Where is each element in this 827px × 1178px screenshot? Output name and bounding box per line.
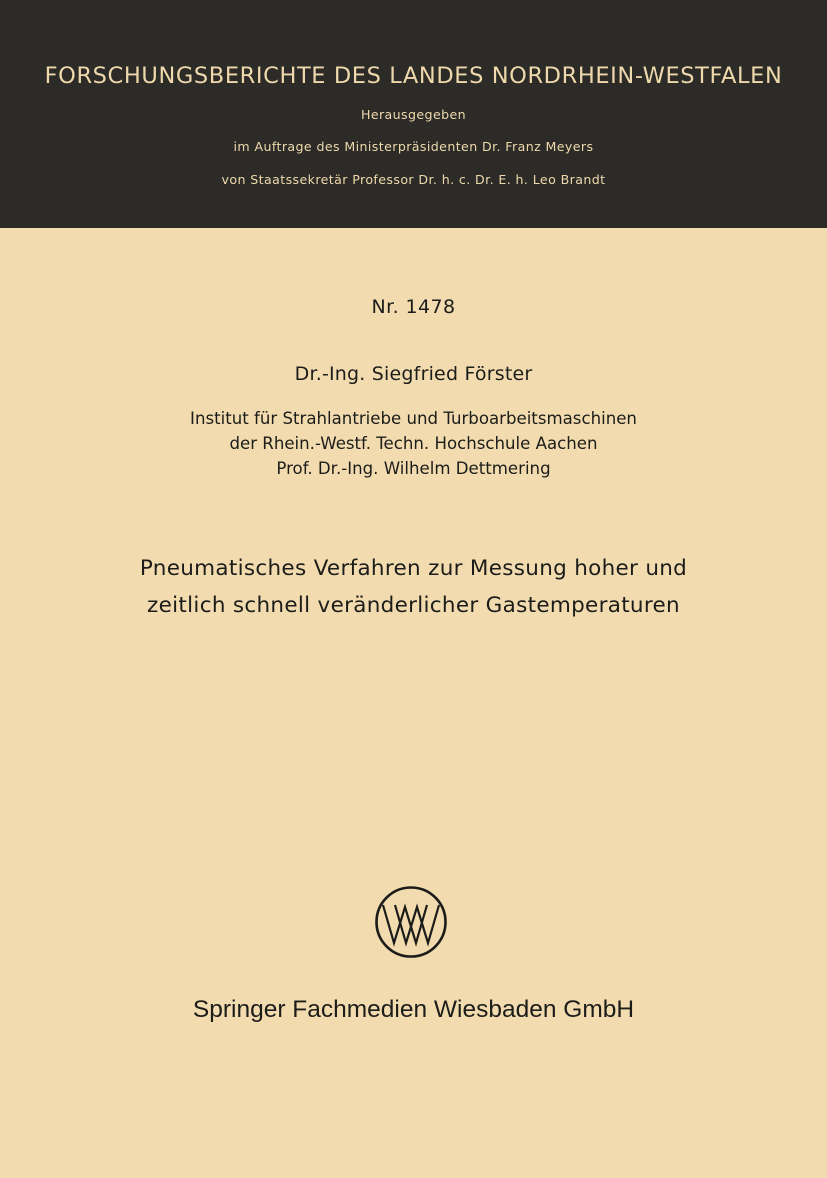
- publisher-name: Springer Fachmedien Wiesbaden GmbH: [192, 996, 635, 1023]
- editor-label: Herausgegeben: [360, 107, 467, 122]
- affiliation-professor: Prof. Dr.-Ing. Wilhelm Dettmering: [276, 459, 551, 478]
- report-title-line-2: zeitlich schnell veränderlicher Gastemperaturen: [147, 593, 680, 618]
- commission-line: im Auftrage des Ministerpräsidenten Dr. Franz Meyers: [233, 139, 594, 154]
- report-title-line-1: Pneumatisches Verfahren zur Messung hoher und: [139, 556, 688, 581]
- series-title: FORSCHUNGSBERICHTE DES LANDES NORDRHEIN-WESTFALEN: [44, 63, 783, 89]
- header-band: [0, 0, 827, 228]
- affiliation-institute: Institut für Strahlantriebe und Turboarbeitsmaschinen: [190, 409, 637, 428]
- report-number: Nr. 1478: [371, 296, 456, 318]
- affiliation-university: der Rhein.-Westf. Techn. Hochschule Aachen: [229, 434, 598, 453]
- ww-circle-logo-icon: [374, 885, 448, 959]
- editor-line: von Staatssekretär Professor Dr. h. c. Dr. E. h. Leo Brandt: [221, 172, 606, 187]
- author-name: Dr.-Ing. Siegfried Förster: [294, 363, 533, 385]
